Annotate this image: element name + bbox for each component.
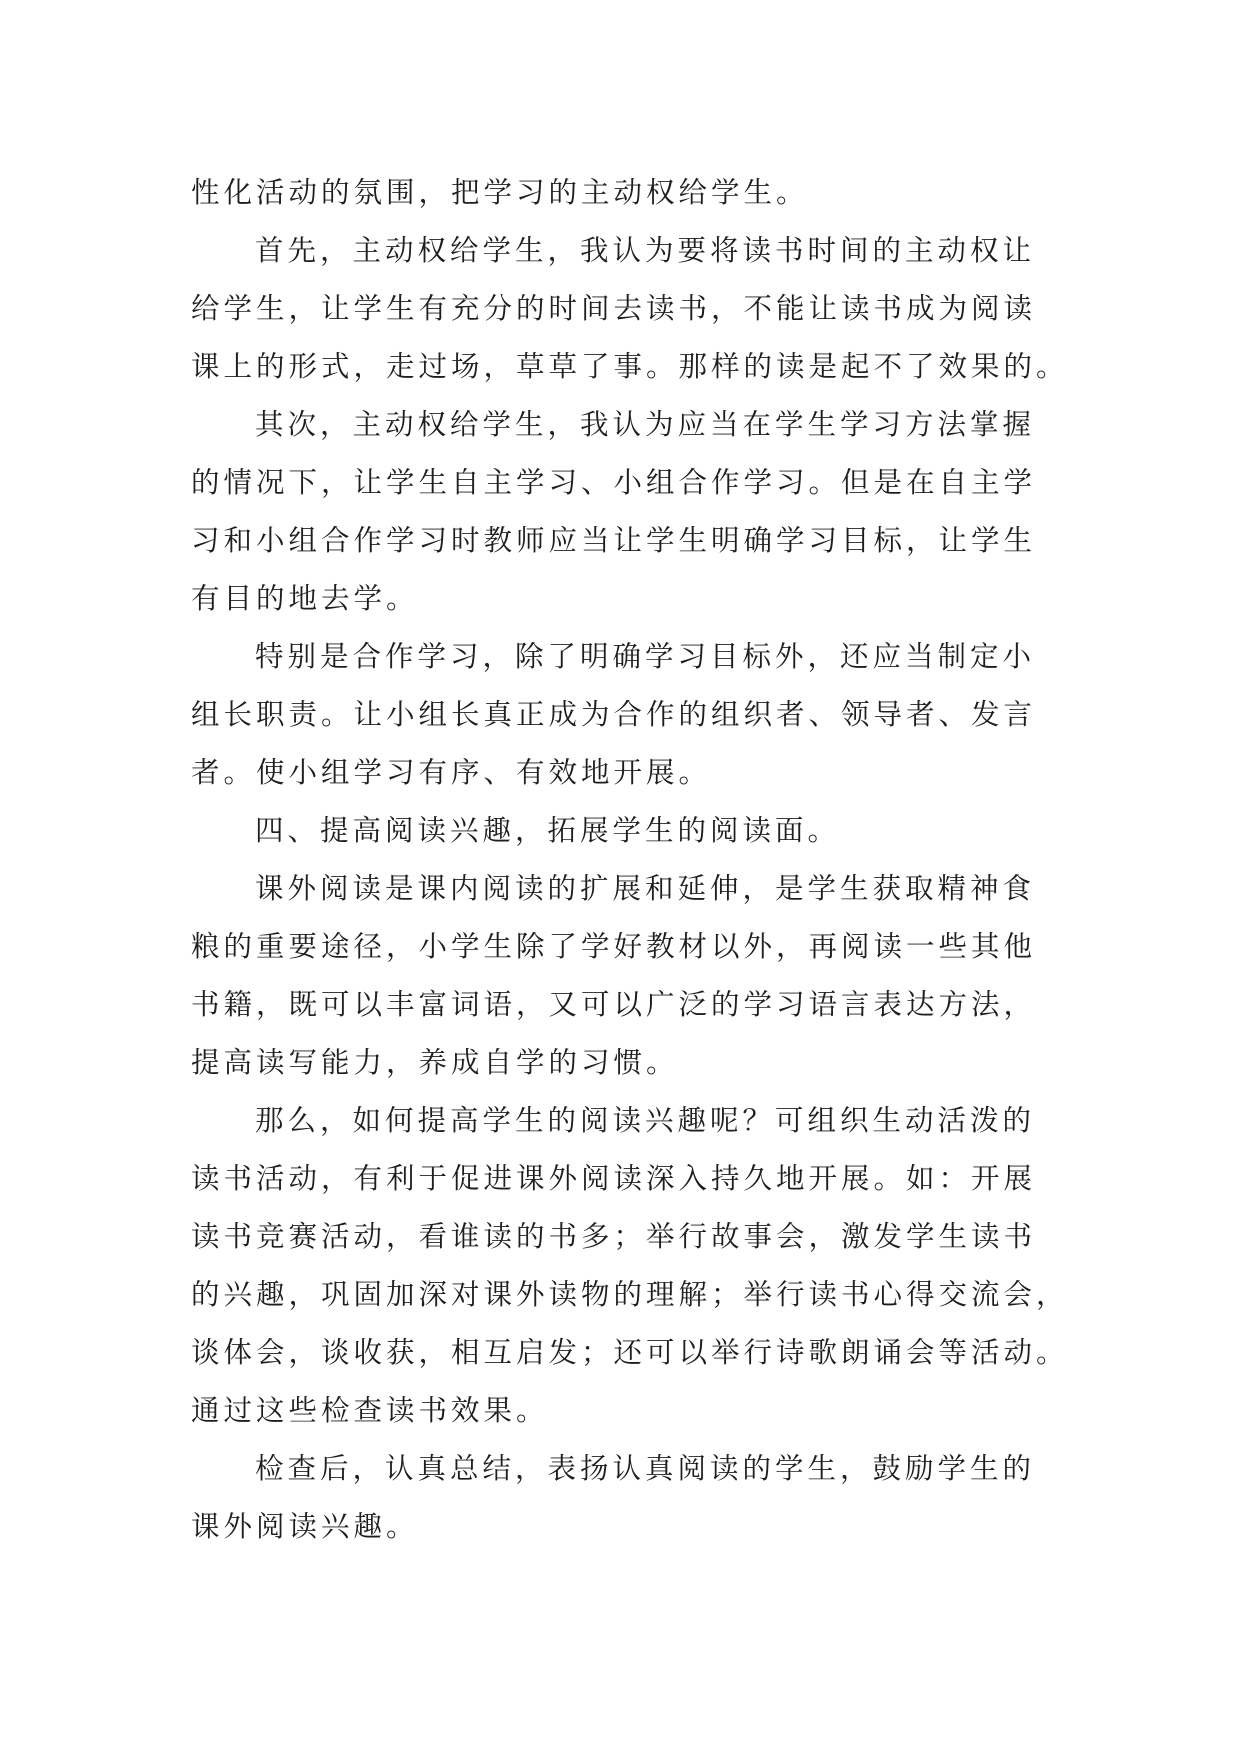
section-heading: 四、提高阅读兴趣，拓展学生的阅读面。 — [255, 814, 841, 847]
text-line: 的兴趣，巩固加深对课外读物的理解；举行读书心得交流会， — [191, 1278, 1069, 1311]
text-line: 的情况下，让学生自主学习、小组合作学习。但是在自主学 — [191, 466, 1037, 499]
text-line: 通过这些检查读书效果。 — [191, 1394, 549, 1427]
text-line: 课上的形式，走过场，草草了事。那样的读是起不了效果的。 — [191, 350, 1069, 383]
text-line: 首先，主动权给学生，我认为要将读书时间的主动权让 — [255, 234, 1036, 267]
text-line: 者。使小组学习有序、有效地开展。 — [191, 756, 712, 789]
text-line: 那么，如何提高学生的阅读兴趣呢？可组织生动活泼的 — [255, 1104, 1036, 1137]
text-line: 给学生，让学生有充分的时间去读书，不能让读书成为阅读 — [191, 292, 1037, 325]
text-line: 读书竞赛活动，看谁读的书多；举行故事会，激发学生读书 — [191, 1220, 1037, 1253]
text-line: 粮的重要途径，小学生除了学好教材以外，再阅读一些其他 — [191, 930, 1037, 963]
text-line: 组长职责。让小组长真正成为合作的组织者、领导者、发言 — [191, 698, 1037, 731]
text-line: 书籍，既可以丰富词语，又可以广泛的学习语言表达方法， — [191, 988, 1037, 1021]
text-line: 习和小组合作学习时教师应当让学生明确学习目标，让学生 — [191, 524, 1037, 557]
text-line: 课外阅读是课内阅读的扩展和延伸，是学生获取精神食 — [255, 872, 1036, 905]
text-line: 课外阅读兴趣。 — [191, 1510, 419, 1543]
text-line: 提高读写能力，养成自学的习惯。 — [191, 1046, 679, 1079]
text-line: 性化活动的氛围，把学习的主动权给学生。 — [191, 176, 809, 209]
text-line: 有目的地去学。 — [191, 582, 419, 615]
document-body — [191, 164, 1069, 1556]
text-line: 读书活动，有利于促进课外阅读深入持久地开展。如：开展 — [191, 1162, 1037, 1195]
text-line: 谈体会，谈收获，相互启发；还可以举行诗歌朗诵会等活动。 — [191, 1336, 1069, 1369]
text-line: 检查后，认真总结，表扬认真阅读的学生，鼓励学生的 — [255, 1452, 1036, 1485]
text-line: 特别是合作学习，除了明确学习目标外，还应当制定小 — [255, 640, 1036, 673]
text-line: 其次，主动权给学生，我认为应当在学生学习方法掌握 — [255, 408, 1036, 441]
